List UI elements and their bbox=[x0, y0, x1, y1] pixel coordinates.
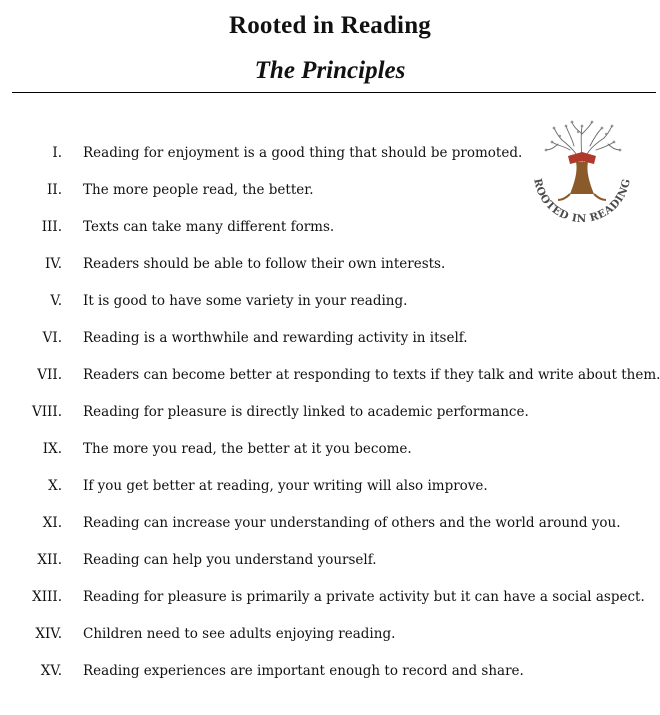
principle-text: Reading can increase your understanding of others and the world around you. bbox=[83, 515, 621, 531]
principle-item bbox=[0, 435, 660, 472]
principle-numeral: XIV. bbox=[35, 626, 62, 642]
principle-numeral: II. bbox=[47, 182, 62, 198]
principle-item bbox=[0, 657, 660, 694]
principle-text: Reading for pleasure is directly linked to academic performance. bbox=[83, 404, 529, 420]
principle-item bbox=[0, 287, 660, 324]
principle-item bbox=[0, 620, 660, 657]
principle-text: Reading can help you understand yourself. bbox=[83, 552, 377, 568]
principle-item bbox=[0, 472, 660, 509]
principle-numeral: XV. bbox=[40, 663, 62, 679]
principle-item bbox=[0, 361, 660, 398]
principle-text: Reading for enjoyment is a good thing that should be promoted. bbox=[83, 145, 523, 161]
principle-text: It is good to have some variety in your reading. bbox=[83, 293, 408, 309]
principle-numeral: X. bbox=[48, 478, 62, 494]
principle-item bbox=[0, 398, 660, 435]
principle-numeral: XII. bbox=[37, 552, 62, 568]
principle-numeral: III. bbox=[41, 219, 62, 235]
principle-item bbox=[0, 324, 660, 361]
logo-arc-text: ROOTED IN READING bbox=[531, 177, 633, 226]
principle-numeral: IX. bbox=[42, 441, 62, 457]
principle-text: If you get better at reading, your writing will also improve. bbox=[83, 478, 488, 494]
principle-text: Reading for pleasure is primarily a private activity but it can have a social aspect. bbox=[83, 589, 645, 605]
principle-text: Reading experiences are important enough to record and share. bbox=[83, 663, 524, 679]
principle-text: The more people read, the better. bbox=[83, 182, 314, 198]
principle-numeral: I. bbox=[52, 145, 62, 161]
principle-text: Reading is a worthwhile and rewarding activity in itself. bbox=[83, 330, 468, 346]
principle-numeral: XIII. bbox=[32, 589, 62, 605]
header-divider bbox=[12, 92, 656, 93]
page-title: Rooted in Reading bbox=[228, 12, 432, 39]
principles-list bbox=[0, 139, 660, 694]
principle-text: Readers should be able to follow their own interests. bbox=[83, 256, 446, 272]
principle-numeral: IV. bbox=[44, 256, 62, 272]
principle-text: The more you read, the better at it you become. bbox=[83, 441, 412, 457]
principle-text: Children need to see adults enjoying reading. bbox=[83, 626, 396, 642]
principle-item bbox=[0, 250, 660, 287]
principle-text: Readers can become better at responding to texts if they talk and write about them. bbox=[83, 367, 660, 383]
principle-numeral: V. bbox=[50, 293, 62, 309]
principle-item bbox=[0, 509, 660, 546]
principle-item bbox=[0, 546, 660, 583]
principle-item bbox=[0, 176, 660, 213]
principle-numeral: XI. bbox=[42, 515, 62, 531]
principle-text: Texts can take many different forms. bbox=[83, 219, 335, 235]
principle-numeral: VIII. bbox=[31, 404, 62, 420]
principle-numeral: VI. bbox=[42, 330, 62, 346]
principle-item bbox=[0, 213, 660, 250]
principle-item bbox=[0, 583, 660, 620]
page-subtitle: The Principles bbox=[254, 57, 406, 84]
principle-item bbox=[0, 139, 660, 176]
principle-numeral: VII. bbox=[37, 367, 62, 383]
